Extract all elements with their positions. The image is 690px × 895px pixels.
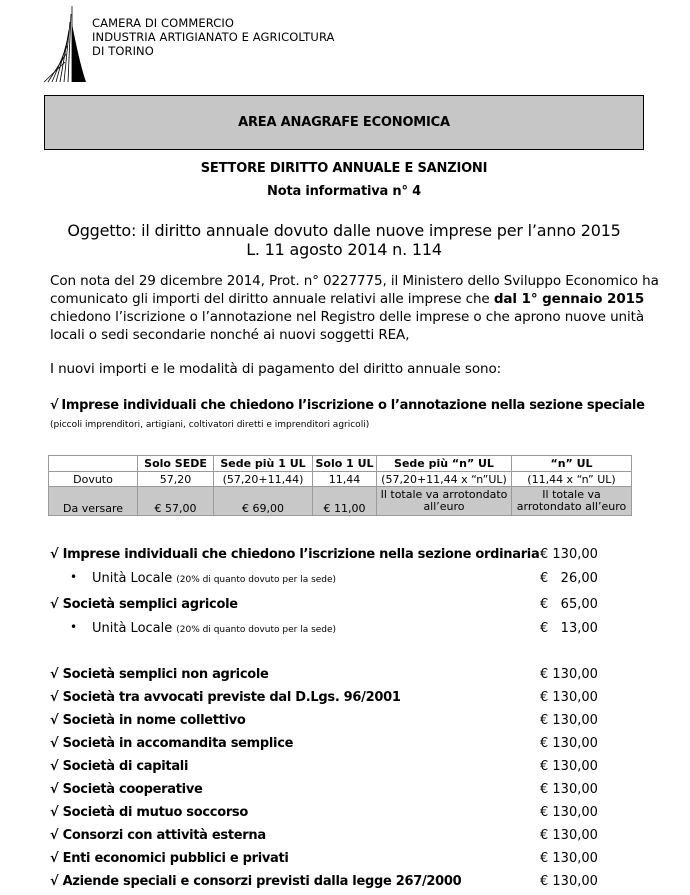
table-cell: (57,20+11,44 x “n”UL) [377, 472, 512, 487]
checkmark-icon: √ [50, 828, 59, 843]
item-label [50, 713, 246, 728]
item-label [50, 759, 188, 774]
checkmark-icon: √ [50, 759, 59, 774]
table-header-cell: Sede più 1 UL [214, 456, 313, 472]
section-imprese-speciale-title [50, 398, 645, 413]
table-header-cell: “n” UL [512, 456, 632, 472]
item-label-text: Aziende speciali e consorzi previsti dalla legge 267/2000 [62, 874, 462, 889]
item-amount: € 13,00 [540, 621, 598, 636]
table-cell: € 11,00 [313, 487, 377, 516]
table-header-cell: Sede più “n” UL [377, 456, 512, 472]
table-row-dovuto [49, 472, 632, 487]
oggetto-heading [44, 221, 644, 259]
checkmark-icon: √ [50, 736, 59, 751]
item-label [92, 621, 336, 636]
item-amount: € 130,00 [540, 805, 598, 820]
intro-line [50, 290, 644, 308]
item-amount: € 130,00 [540, 759, 598, 774]
item-label-text: Società semplici agricole [62, 597, 238, 612]
list-item [50, 805, 600, 823]
list-subitem [70, 621, 600, 639]
item-label [50, 851, 289, 866]
item-label [50, 805, 248, 820]
item-amount: € 130,00 [540, 851, 598, 866]
item-amount: € 65,00 [540, 597, 598, 612]
list-item [50, 759, 600, 777]
list-subitem [70, 571, 600, 589]
table-cell: € 57,00 [138, 487, 214, 516]
item-label [50, 690, 401, 705]
list-item [50, 690, 600, 708]
area-title-band [44, 95, 644, 150]
item-label-text: Unità Locale [92, 571, 173, 586]
list-item [50, 736, 600, 754]
intro-line: Con nota del 29 dicembre 2014, Prot. n° 0227775, il Ministero dello Sviluppo Economico ha [50, 273, 659, 289]
item-amount: € 130,00 [540, 874, 598, 889]
table-row-da-versare [49, 487, 632, 516]
bullet-icon: • [70, 570, 78, 584]
list-item [50, 547, 600, 565]
item-label-text: Società in nome collettivo [62, 713, 246, 728]
intro-paragraph [50, 272, 659, 344]
list-item [50, 874, 600, 892]
table-cell: Dovuto [49, 472, 138, 487]
checkmark-icon: √ [50, 547, 59, 562]
item-label-text: Enti economici pubblici e privati [62, 851, 289, 866]
table-cell: Il totale va arrotondato all’euro [512, 487, 632, 516]
checkmark-icon: √ [50, 690, 59, 705]
intro-line: chiedono l’iscrizione o l’annotazione nel Registro delle imprese o che aprono nuove unità [50, 309, 644, 325]
checkmark-icon: √ [50, 713, 59, 728]
item-note: (20% di quanto dovuto per la sede) [176, 575, 337, 585]
item-label-text: Società tra avvocati previste dal D.Lgs. 96/2001 [62, 690, 401, 705]
item-amount: € 130,00 [540, 782, 598, 797]
table-header-row [49, 456, 632, 472]
item-amount: € 130,00 [540, 713, 598, 728]
item-label-text: Consorzi con attività esterna [62, 828, 266, 843]
item-label-text: Società semplici non agricole [62, 667, 269, 682]
list-item [50, 713, 600, 731]
org-line: DI TORINO [92, 44, 154, 58]
intro-date-emphasis: dal 1° gennaio 2015 [493, 291, 645, 307]
list-item [50, 782, 600, 800]
item-label [50, 782, 203, 797]
item-label [92, 571, 336, 586]
nuovi-importi-text: I nuovi importi e le modalità di pagamento del diritto annuale sono: [50, 361, 502, 377]
table-cell: Il totale va arrotondato all’euro [377, 487, 512, 516]
table-cell: 11,44 [313, 472, 377, 487]
checkmark-icon: √ [50, 851, 59, 866]
checkmark-icon: √ [50, 398, 59, 413]
item-label [50, 828, 266, 843]
camera-commercio-logo [40, 4, 90, 84]
section-note: (piccoli imprenditori, artigiani, coltivatori diretti e imprenditori agricoli) [50, 420, 370, 430]
area-title: AREA ANAGRAFE ECONOMICA [238, 115, 450, 130]
checkmark-icon: √ [50, 874, 59, 889]
bullet-icon: • [70, 620, 78, 634]
item-label [50, 874, 461, 889]
table-cell: 57,20 [138, 472, 214, 487]
item-note: (20% di quanto dovuto per la sede) [176, 625, 337, 635]
table-cell: (11,44 x “n” UL) [512, 472, 632, 487]
oggetto-line-1: Oggetto: il diritto annuale dovuto dalle nuove imprese per l’anno 2015 [67, 221, 621, 240]
table-cell: (57,20+11,44) [214, 472, 313, 487]
checkmark-icon: √ [50, 597, 59, 612]
item-label [50, 547, 539, 562]
section-title-text: Imprese individuali che chiedono l’iscrizione o l’annotazione nella sezione speciale [61, 398, 645, 413]
item-label [50, 667, 269, 682]
item-amount: € 130,00 [540, 667, 598, 682]
table-header-cell: Solo 1 UL [313, 456, 377, 472]
table-header-cell: Solo SEDE [138, 456, 214, 472]
oggetto-line-2: L. 11 agosto 2014 n. 114 [246, 240, 442, 259]
org-line: INDUSTRIA ARTIGIANATO E AGRICOLTURA [92, 30, 335, 44]
item-label [50, 736, 293, 751]
organization-name [92, 16, 335, 58]
item-amount: € 26,00 [540, 571, 598, 586]
intro-text: comunicato gli importi del diritto annuale relativi alle imprese che [50, 291, 494, 307]
item-amount: € 130,00 [540, 547, 598, 562]
intro-line: locali o sedi secondarie nonché ai nuovi soggetti REA, [50, 327, 410, 343]
item-label [50, 597, 238, 612]
org-line: CAMERA DI COMMERCIO [92, 16, 235, 30]
list-item [50, 828, 600, 846]
checkmark-icon: √ [50, 805, 59, 820]
item-amount: € 130,00 [540, 736, 598, 751]
checkmark-icon: √ [50, 782, 59, 797]
nota-heading: Nota informativa n° 4 [267, 184, 421, 199]
item-label-text: Imprese individuali che chiedono l’iscrizione nella sezione ordinaria [62, 547, 540, 562]
checkmark-icon: √ [50, 667, 59, 682]
table-cell: € 69,00 [214, 487, 313, 516]
item-label-text: Unità Locale [92, 621, 173, 636]
settore-heading: SETTORE DIRITTO ANNUALE E SANZIONI [200, 161, 488, 176]
table-cell: Da versare [49, 487, 138, 516]
list-item [50, 851, 600, 869]
item-amount: € 130,00 [540, 690, 598, 705]
importi-table [48, 455, 632, 516]
item-label-text: Società cooperative [62, 782, 203, 797]
item-amount: € 130,00 [540, 828, 598, 843]
item-label-text: Società di capitali [62, 759, 189, 774]
table-header-cell [49, 456, 138, 472]
item-label-text: Società in accomandita semplice [62, 736, 294, 751]
list-item [50, 597, 600, 615]
list-item [50, 667, 600, 685]
item-label-text: Società di mutuo soccorso [62, 805, 249, 820]
